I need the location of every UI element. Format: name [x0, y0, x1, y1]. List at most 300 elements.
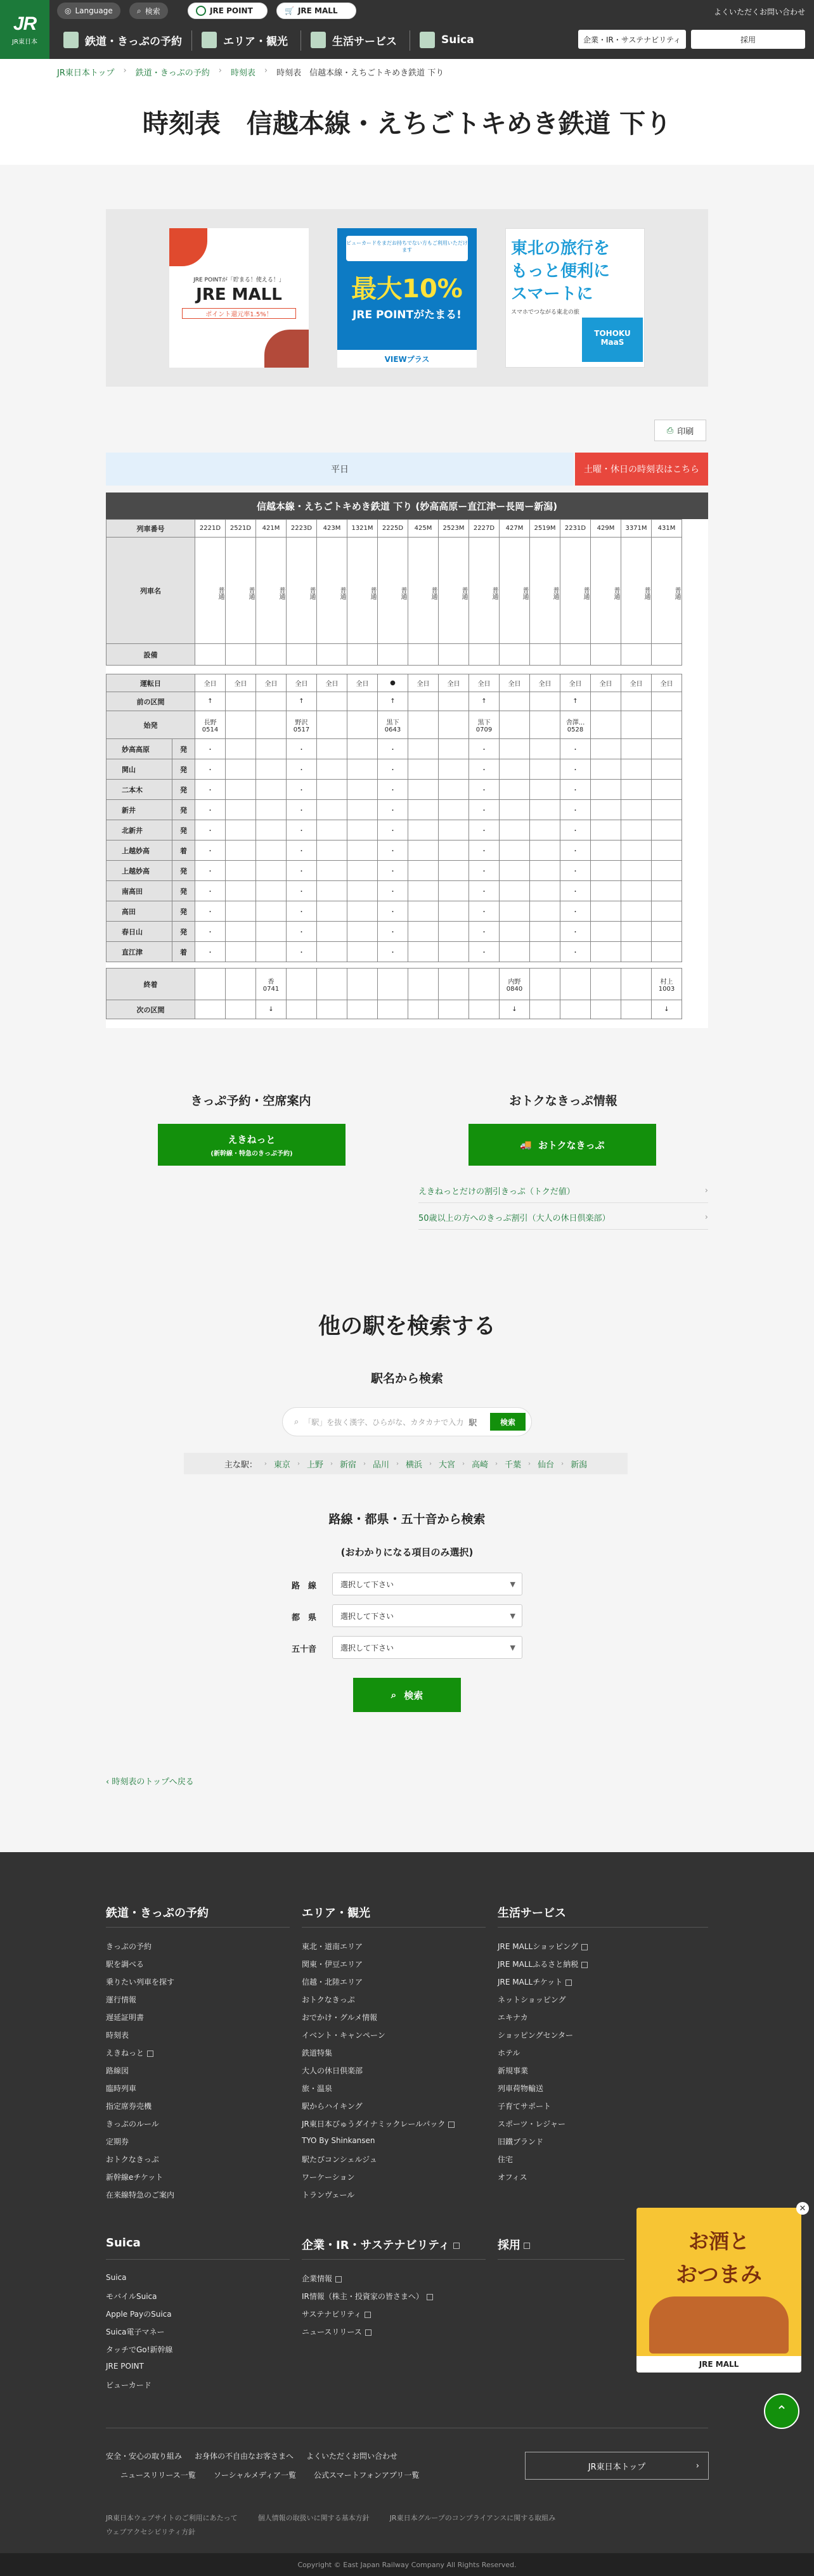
station-row — [107, 820, 682, 840]
footer-link[interactable]: TYO By Shinkansen — [302, 2136, 375, 2145]
footer-link[interactable]: 駅たびコンシェルジュ — [302, 2155, 377, 2164]
chevron-right-icon: › — [695, 2461, 699, 2471]
time-cell — [256, 780, 287, 800]
time-cell: ・ — [287, 759, 317, 780]
time-cell: ・ — [195, 901, 226, 922]
time-cell: ・ — [195, 780, 226, 800]
nav-suica[interactable]: Suica — [420, 29, 474, 51]
station-type: 発 — [172, 881, 195, 901]
privacy-link[interactable]: 個人情報の取扱いに関する基本方針 — [257, 2514, 370, 2522]
origin-row-cell — [439, 711, 469, 739]
run-days-row: 運転日 全日 全日 全日 全日 全日 全日 ● 全日 全日 全日 全日 全日 全日 全日 全日 全日 — [107, 674, 682, 692]
time-cell — [226, 861, 256, 881]
next-section-row-cell — [621, 1000, 652, 1019]
line-select[interactable]: 選択して下さい ▼ — [332, 1573, 522, 1595]
breadcrumb-current: 時刻表 信越本線・えちごトキめき鉄道 下り — [276, 68, 444, 78]
globe-icon: ◎ — [65, 6, 72, 15]
station-row — [107, 922, 682, 942]
footer-link[interactable]: モバイルSuica — [106, 2292, 157, 2301]
time-cell — [652, 942, 682, 962]
safety-link[interactable]: 安全・安心の取り組み — [106, 2452, 183, 2461]
external-link-icon — [581, 1962, 588, 1968]
printer-icon: ⎙ — [666, 425, 674, 435]
time-cell: ・ — [560, 942, 591, 962]
terms-link[interactable]: JR東日本ウェブサイトのご利用にあたって — [106, 2514, 238, 2522]
time-cell — [621, 800, 652, 820]
jre-mall-popup-banner[interactable]: お酒と おつまみ JRE MALL — [636, 2208, 801, 2373]
breadcrumb-railway[interactable]: 鉄道・きっぷの予約 — [135, 68, 210, 78]
time-cell — [317, 922, 347, 942]
search-by-line-sub: (おわかりになる項目のみ選択) — [340, 1547, 474, 1558]
major-station-link[interactable]: 大宮 — [439, 1460, 456, 1470]
time-cell — [591, 739, 621, 759]
external-link-icon — [448, 2122, 455, 2128]
time-cell — [256, 881, 287, 901]
footer-link[interactable]: ショッピングセンター — [498, 2031, 574, 2040]
news-list-link[interactable]: ニュースリリース一覧 — [120, 2471, 196, 2480]
kana-select[interactable]: 選択して下さい ▼ — [332, 1636, 522, 1659]
time-cell — [591, 922, 621, 942]
origin-row: 始発 長野 0514 野沢 0517 黒下 0643 黒下 0709 舎澤... 0528 — [107, 711, 682, 739]
footer-link[interactable]: 大人の休日倶楽部 — [302, 2066, 363, 2075]
footer-link[interactable]: 新規事業 — [498, 2066, 529, 2075]
time-cell — [621, 780, 652, 800]
time-cell — [621, 820, 652, 840]
footer-link[interactable]: 子育てサポート — [498, 2102, 552, 2111]
time-cell: ・ — [195, 861, 226, 881]
major-station-link[interactable]: 東京 — [273, 1460, 290, 1470]
major-station-link[interactable]: 品川 — [372, 1460, 389, 1470]
time-cell — [621, 922, 652, 942]
footer-link[interactable]: トランヴェール — [302, 2191, 355, 2199]
time-cell — [652, 739, 682, 759]
next-section-row-cell — [439, 1000, 469, 1019]
time-cell — [226, 901, 256, 922]
train-name-cell: 普通 — [439, 538, 469, 644]
copyright: Copyright © East Japan Railway Company All Rights Reserved. — [0, 2553, 814, 2576]
footer-link[interactable]: 乗りたい列車を探す — [106, 1978, 175, 1987]
social-media-link[interactable]: ソーシャルメディア一覧 — [213, 2471, 297, 2480]
time-cell: ・ — [560, 840, 591, 861]
origin-row-cell — [530, 711, 560, 739]
time-cell — [439, 901, 469, 922]
time-cell — [256, 800, 287, 820]
major-station-link[interactable]: 新宿 — [339, 1460, 356, 1470]
chevron-right-icon: › — [297, 1460, 300, 1467]
prev-section-row-cell — [256, 692, 287, 711]
train-name-cell: 普通 — [317, 538, 347, 644]
time-cell: ・ — [560, 800, 591, 820]
footer-link[interactable]: おトクなきっぷ — [106, 2155, 159, 2164]
footer-link[interactable]: 運行情報 — [106, 1995, 137, 2004]
footer-link[interactable]: JRE MALLチケット — [498, 1976, 572, 1987]
run-days-row-cell: 全日 — [530, 674, 560, 692]
major-station-link[interactable]: 高崎 — [472, 1460, 489, 1470]
footer-link[interactable]: イベント・キャンペーン — [302, 2031, 385, 2040]
footer-link[interactable]: 東北・道南エリア — [302, 1942, 363, 1951]
footer-corp-heading[interactable]: 企業・IR・サステナビリティ — [302, 2236, 460, 2253]
station-row — [107, 861, 682, 881]
time-cell: ・ — [378, 759, 408, 780]
back-to-timetable-top-link[interactable]: ‹ 時刻表のトップへ戻る — [106, 1777, 194, 1787]
major-station-link[interactable]: 横浜 — [405, 1460, 422, 1470]
time-cell: ・ — [287, 780, 317, 800]
back-to-top-button[interactable] — [764, 2393, 799, 2429]
footer-link[interactable]: タッチでGo!新幹線 — [106, 2345, 173, 2354]
equipment-row: 設備 — [107, 644, 682, 666]
footer-link[interactable]: 駅を調べる — [106, 1960, 145, 1969]
time-cell: ・ — [469, 922, 500, 942]
food-image — [264, 330, 309, 368]
origin-row-cell: 長野 0514 — [195, 711, 226, 739]
next-section-row-cell: ↓ — [500, 1000, 530, 1019]
shop-icon — [311, 32, 326, 48]
search-button[interactable]: ⌕ 検索 — [129, 3, 168, 19]
time-cell: ・ — [287, 881, 317, 901]
footer-link[interactable]: ネットショッピング — [498, 1995, 566, 2004]
time-cell — [347, 861, 378, 881]
footer-link[interactable]: 信越・北陸エリア — [302, 1978, 363, 1987]
time-cell — [530, 901, 560, 922]
footer-link[interactable]: 時刻表 — [106, 2031, 129, 2040]
train-number-row-cell: 1321M — [347, 520, 378, 538]
food-image — [169, 228, 207, 266]
nav-divider — [300, 30, 301, 51]
time-cell — [256, 820, 287, 840]
footer-railway-heading[interactable]: 鉄道・きっぷの予約 — [106, 1907, 209, 1920]
major-station-link[interactable]: 仙台 — [538, 1460, 555, 1470]
compliance-link[interactable]: JR東日本グループのコンプライアンスに関する取組み — [389, 2514, 556, 2522]
footer-link[interactable]: JR東日本びゅうダイナミックレールパック — [302, 2118, 455, 2129]
train-name-cell: 普通 — [652, 538, 682, 644]
chevron-right-icon: › — [363, 1460, 366, 1467]
run-days-row-cell: 全日 — [469, 674, 500, 692]
time-cell — [347, 922, 378, 942]
station-name: 関山 — [107, 759, 172, 780]
chevron-down-icon: ▼ — [510, 1644, 515, 1652]
jre-point-button[interactable]: JRE POINT — [188, 3, 268, 19]
time-cell: ・ — [195, 881, 226, 901]
major-station-link[interactable]: 新潟 — [571, 1460, 588, 1470]
time-cell — [500, 780, 530, 800]
otona-kyujitsu-link[interactable]: 50歳以上の方へのきっぷ割引（大人の休日倶楽部） › — [418, 1206, 708, 1230]
time-cell — [652, 800, 682, 820]
time-cell — [652, 759, 682, 780]
origin-row-cell — [621, 711, 652, 739]
deals-button[interactable]: 🚚 おトクなきっぷ — [468, 1124, 656, 1166]
train-name-cell: 普通 — [500, 538, 530, 644]
footer-link[interactable]: 鉄道特集 — [302, 2049, 333, 2058]
station-type: 着 — [172, 942, 195, 962]
chevron-right-icon: › — [704, 1213, 708, 1222]
chevron-left-icon: ‹ — [106, 1777, 112, 1787]
nav-divider — [191, 30, 192, 51]
nav-area[interactable]: エリア・観光 — [202, 29, 288, 51]
footer-link[interactable]: オフィス — [498, 2173, 527, 2182]
language-button[interactable]: ◎ Language — [57, 3, 120, 19]
time-cell — [500, 881, 530, 901]
footer-link[interactable]: 駅からハイキング — [302, 2102, 363, 2111]
time-cell — [530, 861, 560, 881]
chevron-right-icon: › — [330, 1460, 333, 1467]
chevron-right-icon: › — [528, 1460, 531, 1467]
time-cell — [439, 922, 469, 942]
prev-section-row-cell — [317, 692, 347, 711]
footer-link[interactable]: Suica電子マネー — [106, 2328, 165, 2336]
train-name-cell: 普通 — [347, 538, 378, 644]
footer-area-heading[interactable]: エリア・観光 — [302, 1907, 370, 1920]
footer-link[interactable]: 住宅 — [498, 2155, 514, 2164]
kana-select-row: 五十音 選択して下さい ▼ — [292, 1636, 523, 1659]
run-days-row-cell: 全日 — [317, 674, 347, 692]
footer-bottom-links-1 — [106, 2450, 397, 2461]
run-days-row-cell: ● — [378, 674, 408, 692]
jre-mall-button[interactable]: 🛒 JRE MALL — [276, 3, 356, 19]
station-row — [107, 901, 682, 922]
faq-link[interactable]: よくいただくお問い合わせ — [306, 2452, 398, 2461]
next-section-row-cell — [317, 1000, 347, 1019]
time-cell — [621, 759, 652, 780]
apps-link[interactable]: 公式スマートフォンアプリ一覧 — [314, 2471, 420, 2480]
external-link-icon — [147, 2051, 153, 2057]
train-number-row-cell: 2221D — [195, 520, 226, 538]
time-cell: ・ — [560, 820, 591, 840]
time-cell: ・ — [378, 800, 408, 820]
time-cell — [317, 942, 347, 962]
footer-link[interactable]: 臨時列車 — [106, 2084, 137, 2093]
external-link-icon — [335, 2276, 342, 2283]
station-name: 春日山 — [107, 922, 172, 942]
footer-link[interactable]: 在来線特急のご案内 — [106, 2191, 175, 2199]
footer-link[interactable]: きっぷの予約 — [106, 1942, 152, 1951]
time-cell — [500, 739, 530, 759]
station-search-button[interactable]: 検索 — [490, 1413, 526, 1431]
web-accessibility-link[interactable]: ウェブアクセシビリティ方針 — [106, 2528, 196, 2536]
footer-link[interactable]: ビューカード — [106, 2381, 152, 2390]
footer-link[interactable]: 路線図 — [106, 2066, 129, 2075]
time-cell — [591, 800, 621, 820]
ekinet-button[interactable]: えきねっと (新幹線・特急のきっぷ予約) — [158, 1124, 346, 1166]
time-cell — [317, 820, 347, 840]
time-cell — [256, 759, 287, 780]
run-days-row-cell: 全日 — [500, 674, 530, 692]
time-cell — [226, 881, 256, 901]
footer-link[interactable]: エキナカ — [498, 2013, 528, 2022]
time-cell: ・ — [378, 780, 408, 800]
footer-recruit-heading[interactable]: 採用 — [498, 2236, 530, 2253]
toku-da-ne-link[interactable]: えきねっとだけの割引きっぷ（トクだ値） › — [418, 1179, 708, 1203]
prefecture-select[interactable]: 選択して下さい ▼ — [332, 1604, 522, 1627]
footer-link[interactable]: JRE MALLショッピング — [498, 1941, 588, 1952]
chevron-right-icon: › — [264, 1460, 267, 1467]
recruit-link[interactable]: 採用 — [691, 30, 805, 49]
footer-link[interactable]: 指定席券売機 — [106, 2102, 152, 2111]
station-type: 発 — [172, 780, 195, 800]
time-cell: ・ — [469, 800, 500, 820]
timetable-title: 信越本線・えちごトキめき鉄道 下り (妙高高原ー直江津ー長岡ー新潟) — [106, 493, 708, 519]
print-button[interactable]: ⎙ 印刷 — [654, 420, 706, 441]
time-cell — [347, 780, 378, 800]
time-cell — [408, 820, 439, 840]
time-cell — [439, 759, 469, 780]
time-cell — [317, 901, 347, 922]
search-section-title: 他の駅を検索する — [318, 1314, 496, 1339]
time-cell — [591, 840, 621, 861]
terminal-row-cell — [378, 969, 408, 1000]
time-cell — [439, 800, 469, 820]
footer-link[interactable]: 定期券 — [106, 2137, 129, 2146]
time-cell — [500, 901, 530, 922]
origin-row-cell — [591, 711, 621, 739]
run-days-row-cell: 全日 — [226, 674, 256, 692]
close-icon[interactable]: ✕ — [796, 2202, 809, 2215]
time-cell: ・ — [378, 901, 408, 922]
station-row — [107, 881, 682, 901]
time-cell — [439, 739, 469, 759]
contact-link[interactable]: よくいただくお問い合わせ — [713, 8, 805, 16]
time-cell — [652, 840, 682, 861]
time-cell: ・ — [287, 861, 317, 881]
footer-link[interactable]: IR情報（株主・投資家の皆さまへ） — [302, 2291, 433, 2302]
time-cell — [256, 739, 287, 759]
time-cell: ・ — [560, 780, 591, 800]
banner-tohoku-maas[interactable]: 東北の旅行を もっと便利に スマートに スマホでつながる東北の旅 TOHOKU MaaS — [505, 228, 645, 368]
external-link-icon — [581, 1944, 588, 1950]
station-type: 着 — [172, 840, 195, 861]
time-cell — [347, 942, 378, 962]
station-name: 上越妙高 — [107, 861, 172, 881]
terminal-row-cell — [469, 969, 500, 1000]
major-station-link[interactable]: 千葉 — [505, 1460, 522, 1470]
time-cell — [347, 820, 378, 840]
footer-link[interactable]: 新幹線eチケット — [106, 2173, 164, 2182]
train-name-cell: 普通 — [530, 538, 560, 644]
major-station-link[interactable]: 上野 — [306, 1460, 323, 1470]
train-name-cell: 普通 — [195, 538, 226, 644]
time-cell: ・ — [378, 820, 408, 840]
tab-holiday[interactable]: 土曜・休日の時刻表はこちら — [575, 453, 708, 486]
time-cell — [621, 739, 652, 759]
time-cell — [408, 922, 439, 942]
breadcrumb-timetable[interactable]: 時刻表 — [230, 68, 255, 78]
footer-link[interactable]: ワーケーション — [302, 2173, 355, 2182]
time-cell — [439, 942, 469, 962]
origin-row-cell — [347, 711, 378, 739]
footer-link[interactable]: 列車荷物輸送 — [498, 2084, 544, 2093]
train-name-cell: 普通 — [378, 538, 408, 644]
footer-link[interactable]: Suica — [106, 2273, 127, 2282]
footer-suica-heading[interactable]: Suica — [106, 2236, 141, 2250]
footer-link[interactable]: 関東・伊豆エリア — [302, 1960, 363, 1969]
origin-row-cell — [226, 711, 256, 739]
train-number-row-cell: 2519M — [530, 520, 560, 538]
run-days-row-cell: 全日 — [347, 674, 378, 692]
station-name: 高田 — [107, 901, 172, 922]
time-cell — [439, 861, 469, 881]
footer-link[interactable]: サステナビリティ — [302, 2309, 371, 2319]
prev-section-row-cell: ↑ — [195, 692, 226, 711]
nav-life[interactable]: 生活サービス — [311, 29, 397, 51]
time-cell — [530, 759, 560, 780]
station-type: 発 — [172, 800, 195, 820]
time-cell — [408, 759, 439, 780]
footer-link[interactable]: 企業情報 — [302, 2273, 342, 2284]
tab-weekday[interactable]: 平日 — [106, 453, 574, 486]
terminal-row-cell: 内野 0840 — [500, 969, 530, 1000]
terminal-row-cell: 村上 1003 — [652, 969, 682, 1000]
footer-life-heading[interactable]: 生活サービス — [498, 1907, 566, 1920]
terminal-row: 終着 香 0741 内野 0840 村上 1003 — [107, 969, 682, 1000]
station-search-input[interactable]: ⌕ 「駅」を抜く漢字、ひらがな、カタカナで入力 駅 — [282, 1407, 532, 1436]
footer-link[interactable]: ホテル — [498, 2049, 520, 2058]
footer-link[interactable]: 遅延証明書 — [106, 2013, 145, 2022]
time-cell — [317, 780, 347, 800]
footer-link[interactable]: Apple PayのSuica — [106, 2310, 172, 2319]
station-name: 二本木 — [107, 780, 172, 800]
run-days-row-cell: 全日 — [560, 674, 591, 692]
jr-east-top-button[interactable]: JR東日本トップ › — [525, 2452, 709, 2480]
terminal-row-cell — [439, 969, 469, 1000]
train-number-row-cell: 2227D — [469, 520, 500, 538]
footer-link[interactable]: きっぷのルール — [106, 2120, 159, 2128]
reserve-heading: きっぷ予約・空席案内 — [190, 1094, 311, 1108]
footer-link[interactable]: ニュースリリース — [302, 2326, 371, 2337]
jr-east-logo[interactable]: JR JR東日本 — [0, 0, 49, 59]
corporate-link[interactable]: 企業・IR・サステナビリティ — [578, 30, 686, 49]
train-number-row-cell: 431M — [652, 520, 682, 538]
time-cell — [530, 881, 560, 901]
time-cell — [652, 780, 682, 800]
time-cell: ・ — [560, 881, 591, 901]
time-cell — [652, 901, 682, 922]
breadcrumb-top[interactable]: JR東日本トップ — [57, 68, 115, 78]
banner-jre-mall[interactable]: JRE POINTが「貯まる！使える！」 JRE MALL ポイント還元率1.5%！ — [169, 228, 309, 368]
run-days-row-cell: 全日 — [408, 674, 439, 692]
timetable-grid — [106, 519, 682, 1019]
chevron-right-icon: › — [561, 1460, 564, 1467]
footer-link[interactable]: 旅・温泉 — [302, 2084, 333, 2093]
terminal-row-cell — [226, 969, 256, 1000]
banner-view-plus[interactable]: ビューカードをまだお持ちでない方もご利用いただけます 最大10% JRE POINTがたまる! VIEWプラス — [337, 228, 477, 368]
terminal-row-cell — [317, 969, 347, 1000]
time-cell — [317, 759, 347, 780]
train-number-row-cell: 2223D — [287, 520, 317, 538]
nav-railway[interactable]: 鉄道・きっぷの予約 — [63, 29, 182, 51]
station-name: 新井 — [107, 800, 172, 820]
footer-link[interactable]: 旧鐵ブランド — [498, 2137, 544, 2146]
run-days-row-cell: 全日 — [591, 674, 621, 692]
footer-link[interactable]: おでかけ・グルメ情報 — [302, 2013, 378, 2022]
external-link-icon — [365, 2329, 371, 2336]
station-row — [107, 942, 682, 962]
footer-link[interactable]: おトクなきっぷ — [302, 1995, 355, 2004]
accessibility-guests-link[interactable]: お身体の不自由なお客さまへ — [195, 2452, 294, 2461]
time-cell — [500, 942, 530, 962]
chevron-up-icon: ⌃ — [775, 2403, 788, 2419]
prev-section-row-cell — [347, 692, 378, 711]
footer-link[interactable]: JRE MALLふるさと納税 — [498, 1959, 588, 1969]
footer-link[interactable]: JRE POINT — [106, 2362, 144, 2371]
search-submit-button[interactable]: ⌕ 検索 — [353, 1678, 461, 1712]
footer-link[interactable]: えきねっと — [106, 2047, 153, 2058]
prev-section-row: 前の区間 ↑ ↑ ↑ ↑ ↑ — [107, 692, 682, 711]
time-cell — [347, 739, 378, 759]
prev-section-row-cell: ↑ — [560, 692, 591, 711]
footer-link[interactable]: スポーツ・レジャー — [498, 2120, 565, 2128]
time-cell — [530, 800, 560, 820]
station-row — [107, 840, 682, 861]
time-cell — [652, 922, 682, 942]
